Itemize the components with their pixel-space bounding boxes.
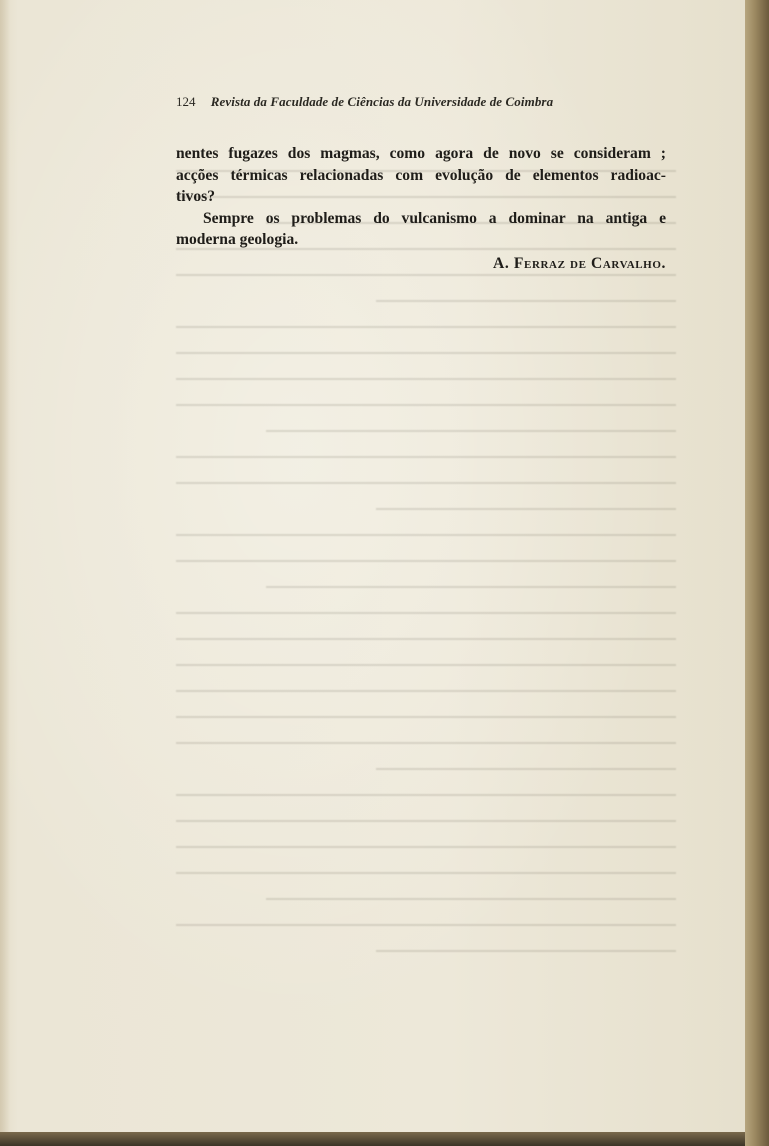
page-bottom-edge — [0, 1132, 745, 1146]
running-header — [176, 94, 616, 112]
body-paragraphs — [176, 143, 666, 251]
page-number: 124 — [176, 94, 196, 109]
text-line: acções térmicas relacionadas com evolução de elementos radioac- — [176, 166, 666, 184]
text-line: nentes fugazes dos magmas, como agora de novo se consideram ; — [176, 145, 666, 162]
book-spine-edge — [745, 0, 769, 1146]
author-signature: A. Ferraz de Carvalho. — [493, 255, 666, 272]
reverse-side-bleed-through — [176, 170, 676, 990]
text-line: moderna geologia. — [176, 231, 299, 249]
text-line: tivos? — [176, 188, 215, 206]
journal-title: Revista da Faculdade de Ciências da Universidade de Coimbra — [210, 94, 554, 109]
text-line: Sempre os problemas do vulcanismo a dominar na antiga e — [203, 209, 666, 227]
page-gutter-shadow — [0, 0, 10, 1132]
